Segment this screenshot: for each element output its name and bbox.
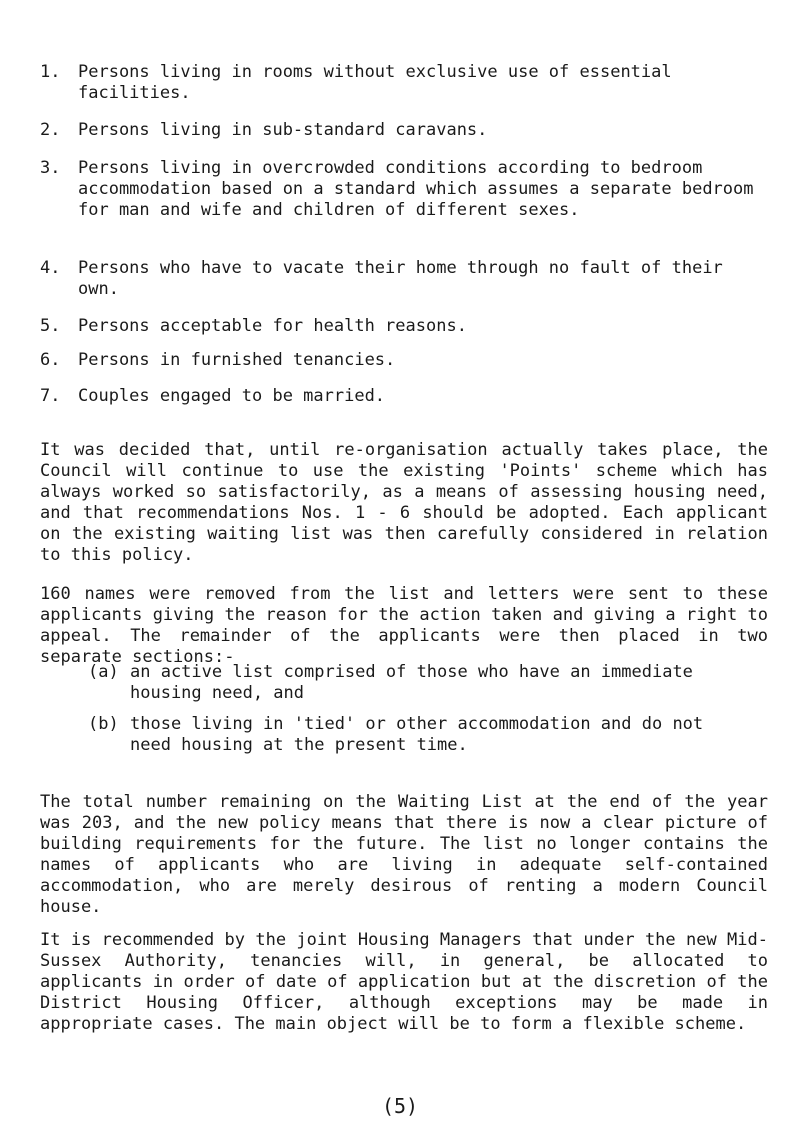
criteria-text: Persons acceptable for health reasons. [78,316,467,336]
criteria-text: Couples engaged to be married. [78,386,386,406]
paragraph-waiting-list-total: The total number remaining on the Waiting List at the end of the year was 203, and the new policy means that there is now a clear picture of building requirements for the future. The list no longer contains the names of applicants who are living in adequate self-contained accommodation, who are merely desirous of renting a modern Council house. [40,792,768,917]
criteria-text: Persons living in sub-standard caravans. [78,120,488,140]
criteria-text: Persons living in overcrowded conditions according to bedroom accommodation based on a standard which assumes a separate bedroom for man and wife and children of different sexes. [78,158,754,220]
section-text: those living in 'tied' or other accommodation and do not need housing at the present time. [130,714,704,755]
criteria-item-7 [40,386,760,407]
criteria-item-3 [40,158,760,221]
criteria-number: 7. [40,386,61,406]
paragraph-recommendation: It is recommended by the joint Housing Managers that under the new Mid-Sussex Authority, tenancies will, in general, be allocated to applicants in order of date of application but at the discretion of the District Housing Officer, although exceptions may be made in appropriate cases. The main object will be to form a flexible scheme. [40,930,768,1034]
criteria-text: Persons who have to vacate their home through no fault of their own. [78,258,723,299]
criteria-item-2 [40,120,760,141]
page-number: (5) [381,1094,419,1118]
criteria-item-6 [40,350,760,371]
section-label: (a) [88,662,119,682]
criteria-text: Persons living in rooms without exclusive use of essential facilities. [78,62,672,103]
criteria-number: 3. [40,158,61,178]
section-item-a [88,662,728,704]
criteria-number: 5. [40,316,61,336]
criteria-text: Persons in furnished tenancies. [78,350,396,370]
criteria-item-1 [40,62,760,104]
section-label: (b) [88,714,119,734]
section-text: an active list comprised of those who have an immediate housing need, and [130,662,693,703]
criteria-item-5 [40,316,760,337]
criteria-item-4 [40,258,760,300]
criteria-number: 6. [40,350,61,370]
paragraph-points-scheme: It was decided that, until re-organisation actually takes place, the Council will continue to use the existing 'Points' scheme which has always worked so satisfactorily, as a means of assessing housing need, and that recommendations Nos. 1 - 6 should be adopted. Each applicant on the existing waiting list was then carefully considered in relation to this policy. [40,440,768,565]
criteria-number: 1. [40,62,61,82]
section-item-b [88,714,728,756]
criteria-number: 4. [40,258,61,278]
criteria-number: 2. [40,120,61,140]
paragraph-names-removed: 160 names were removed from the list and letters were sent to these applicants giving the reason for the action taken and giving a right to appeal. The remainder of the applicants were then placed in two separate sections:- [40,584,768,667]
